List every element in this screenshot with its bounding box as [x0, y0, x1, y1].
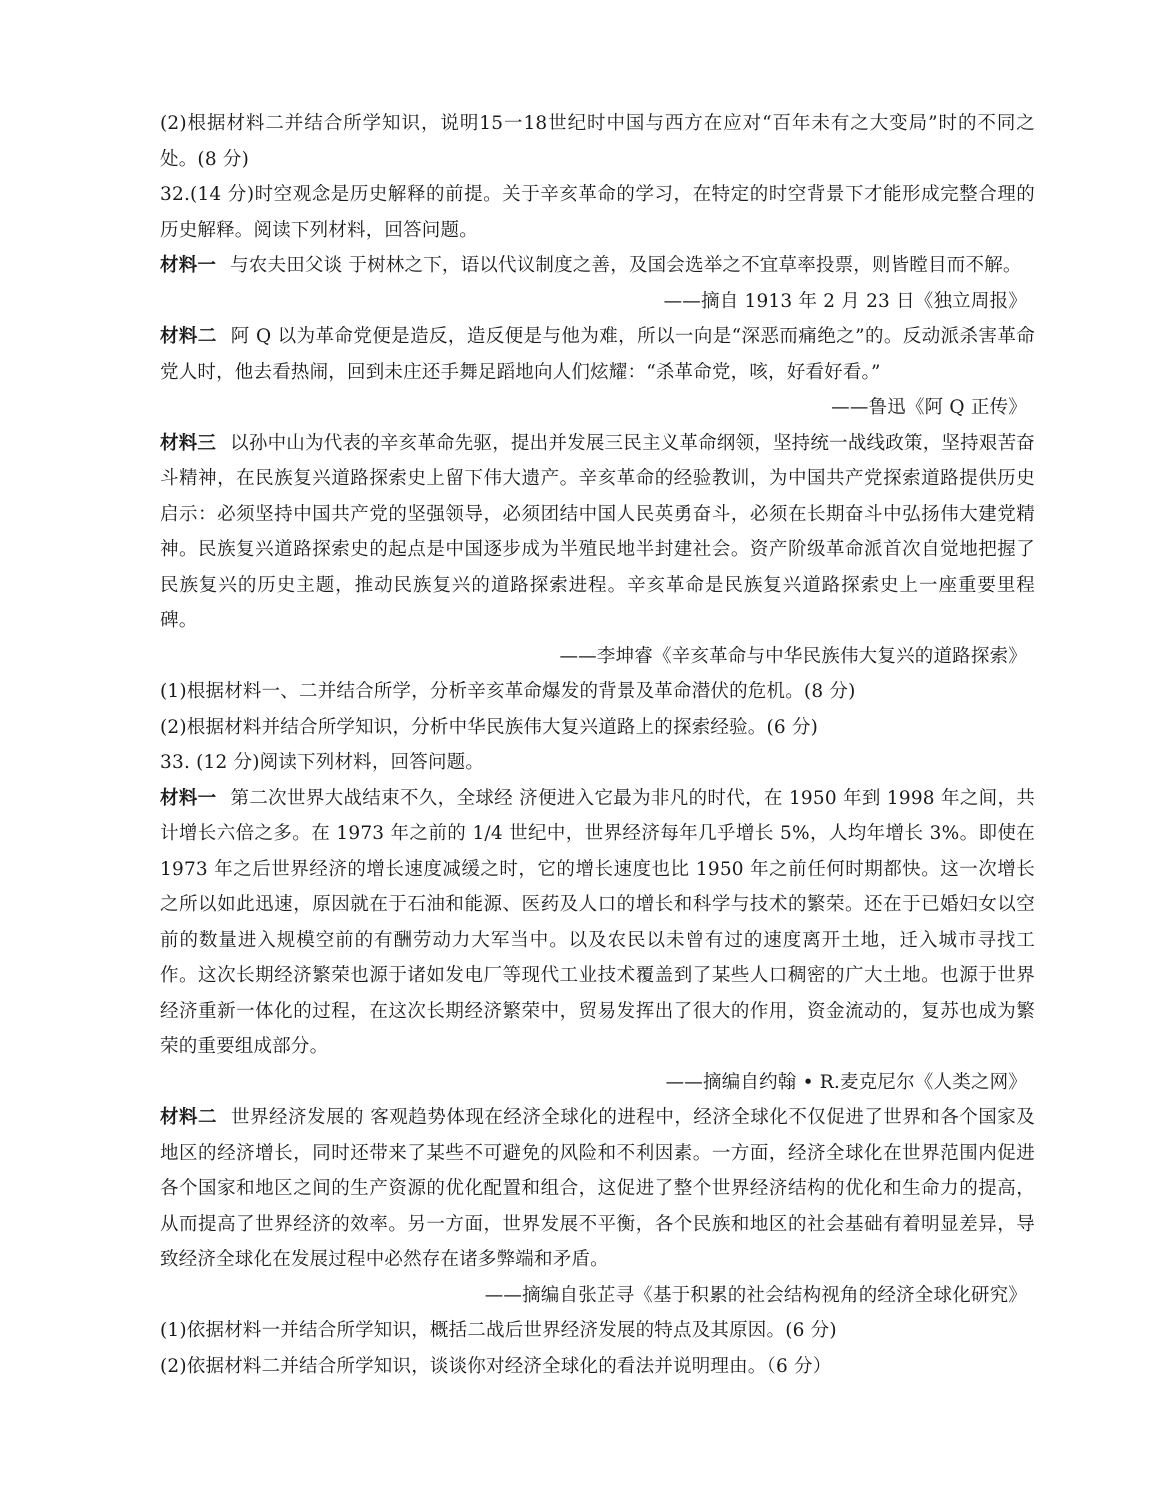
material-label: 材料一 [160, 787, 217, 809]
exam-page [160, 106, 1035, 1384]
material-text: 以孙中山为代表的辛亥革命先驱，提出并发展三民主义革命纲领，坚持统一战线政策，坚持艰苦奋斗精神，在民族复兴道路探索史上留下伟大遗产。辛亥革命的经验教训，为中国共产党探索道路提供历史启示：必须坚持中国共产党的坚强领导，必须团结中国人民英勇奋斗，必须在长期奋斗中弘扬伟大建党精神。民族复兴道路探索史的起点是中国逐步成为半殖民地半封建社会。资产阶级革命派首次自觉地把握了民族复兴的历史主题，推动民族复兴的道路探索进程。辛亥革命是民族复兴道路探索史上一座重要里程碑。 [160, 432, 1035, 631]
q32-material-1 [160, 248, 1035, 284]
q33-question-1: (1)依据材料一并结合所学知识，概括二战后世界经济发展的特点及其原因。(6 分) [160, 1320, 837, 1341]
material-text: 世界经济发展的 客观趋势体现在经济全球化的进程中，经济全球化不仅促进了世界和各个国家及地区的经济增长，同时还带来了某些不可避免的风险和不利因素。一方面，经济全球化在世界范围内促进各个国家和地区之间的生产资源的优化配置和组合，这促进了整个世界经济结构的优化和生命力的提高，从而提高了世界经济的效率。另一方面，世界发展不平衡，各个民族和地区的社会基础有着明显差异，导致经济全球化在发展过程中必然存在诸多弊端和矛盾。 [160, 1107, 1035, 1270]
q33-question-2: (2)依据材料二并结合所学知识，谈谈你对经济全球化的看法并说明理由。（6 分） [160, 1355, 832, 1377]
q32-material-1-source: ——摘自 1913 年 2 月 23 日《独立周报》 [663, 290, 1027, 312]
material-label: 材料一 [160, 255, 217, 276]
q32-material-2-source: ——鲁迅《阿 Q 正传》 [831, 397, 1027, 418]
q32-material-3-source: ——李坤睿《辛亥革命与中华民族伟大复兴的道路探索》 [559, 645, 1027, 667]
material-label: 材料二 [160, 326, 217, 347]
material-text: 第二次世界大战结束不久，全球经 济便进入它最为非凡的时代，在 1950 年到 1998 年之间，共计增长六倍之多。在 1973 年之前的 1/4 世纪中，世界经济每年几乎增长 5%，人均年增长 3%。即使在 1973 年之后世界经济的增长速度减缓之时，它的增长速度也比 1950 年之前任何时期都快。这一次增长之所以如此迅速，原因就在于石油和能源、医药及人口的增长和科学与技术的繁荣。还在于已婚妇女以空前的数量进入规模空前的有酬劳动力大军当中。以及农民以未曾有过的速度离开土地，迁入城市寻找工作。这次长期经济繁荣也源于诸如发电厂等现代工业技术覆盖到了某些人口稠密的广大土地。也源于世界经济重新一体化的过程，在这次长期经济繁荣中，贸易发挥出了很大的作用，资金流动的，复苏也成为繁荣的重要组成部分。 [160, 787, 1035, 1057]
q33-material-1-source: ——摘编自约翰 • R.麦克尼尔《人类之网》 [665, 1071, 1027, 1093]
q32-material-2 [160, 319, 1035, 390]
q32-question-1: (1)根据材料一、二并结合所学，分析辛亥革命爆发的背景及革命潜伏的危机。(8 分) [160, 681, 856, 702]
material-label: 材料二 [160, 1107, 217, 1128]
q31-part2: (2)根据材料二并结合所学知识，说明15一18世纪时中国与西方在应对“百年未有之大变局”时的不同之处。(8 分) [160, 113, 1035, 170]
q33-material-1 [160, 781, 1035, 1065]
material-text: 阿 Q 以为革命党便是造反，造反便是与他为难，所以一向是“深恶而痛绝之”的。反动派杀害革命党人时，他去看热闹，回到未庄还手舞足蹈地向人们炫耀：“杀革命党，咳，好看好看。” [160, 326, 1035, 383]
material-label: 材料三 [160, 432, 217, 454]
q32-question-2: (2)根据材料并结合所学知识，分析中华民族伟大复兴道路上的探索经验。(6 分) [160, 716, 819, 738]
material-text: 与农夫田父谈 于树林之下，语以代议制度之善，及国会选举之不宜草率投票，则皆瞠目而不解。 [230, 255, 1022, 276]
q33-material-2 [160, 1100, 1035, 1278]
q33-material-2-source: ——摘编自张芷寻《基于积累的社会结构视角的经济全球化研究》 [484, 1284, 1027, 1306]
q32-material-3 [160, 426, 1035, 639]
q32-stem: 32.(14 分)时空观念是历史解释的前提。关于辛亥革命的学习，在特定的时空背景下才能形成完整合理的历史解释。阅读下列材料，回答问题。 [160, 184, 1035, 241]
q33-stem: 33. (12 分)阅读下列材料，回答问题。 [160, 752, 485, 773]
